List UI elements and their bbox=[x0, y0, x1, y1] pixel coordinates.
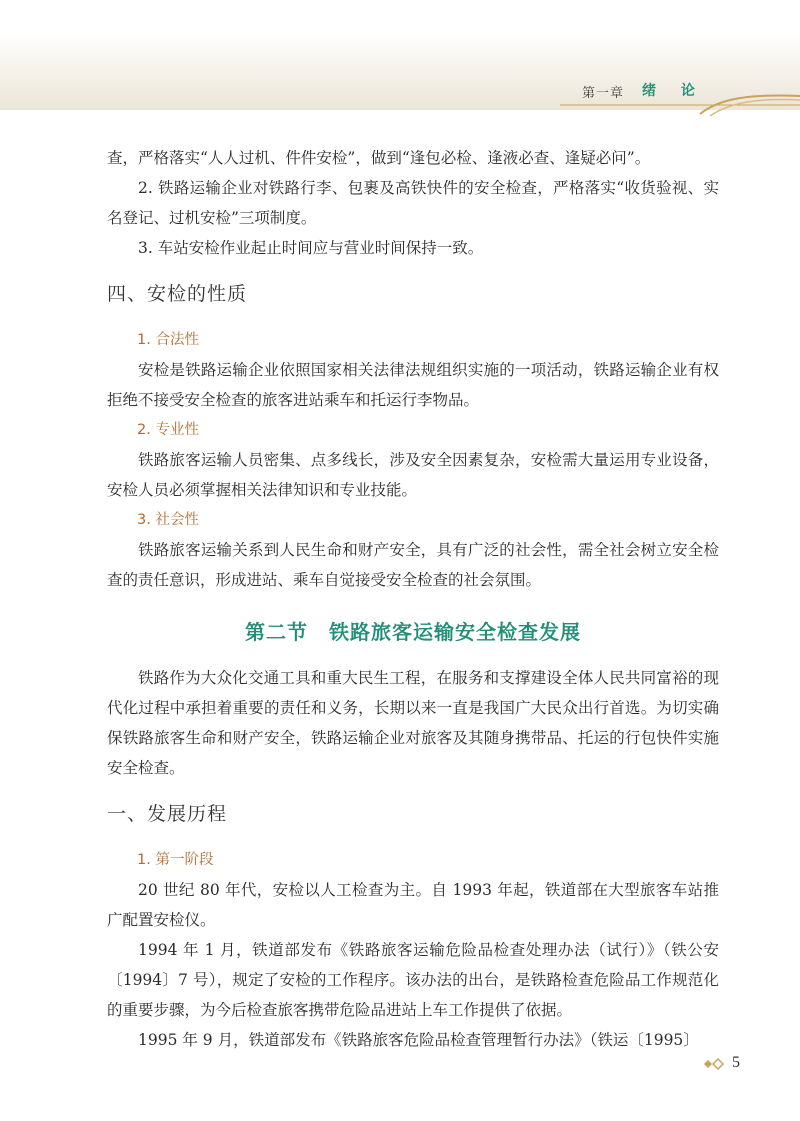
paragraph-item-3: 3. 车站安检作业起止时间应与营业时间保持一致。 bbox=[138, 239, 484, 257]
subheading-stage-1: 1. 第一阶段 bbox=[137, 852, 214, 868]
paragraph-professional: 铁路旅客运输人员密集、点多线长，涉及安全因素复杂，安检需大量运用专业设备，安检人员必须掌握相关法律知识和专业技能。 bbox=[107, 451, 719, 499]
page-number-ornament bbox=[700, 1057, 726, 1071]
heading-nature: 四、安检的性质 bbox=[107, 283, 248, 305]
paragraph-social: 铁路旅客运输关系到人民生命和财产安全，具有广泛的社会性，需全社会树立安全检查的责任意识，形成进站、乘车自觉接受安全检查的社会氛围。 bbox=[107, 541, 719, 589]
subheading-professional: 2. 专业性 bbox=[137, 422, 199, 438]
subheading-legality: 1. 合法性 bbox=[137, 332, 199, 348]
paragraph-stage-1c: 1995 年 9 月，铁道部发布《铁路旅客危险品检查管理暂行办法》（铁运〔1995〕 bbox=[138, 1031, 699, 1049]
paragraph-stage-1b: 1994 年 1 月，铁道部发布《铁路旅客运输危险品检查处理办法（试行）》（铁公安〔1994〕7 号），规定了安检的工作程序。该办法的出台，是铁路检查危险品工作规范化的重要步骤，为今后检查旅客携带危险品进站上车工作提供了依据。 bbox=[107, 941, 719, 1019]
heading-history: 一、发展历程 bbox=[107, 803, 228, 825]
subheading-social: 3. 社会性 bbox=[137, 512, 199, 528]
chapter-label: 第一章 bbox=[582, 86, 625, 101]
paragraph-item-2: 2. 铁路运输企业对铁路行李、包裹及高铁快件的安全检查，严格落实“收货验视、实名登记、过机安检”三项制度。 bbox=[107, 179, 719, 227]
paragraph-continuation: 查，严格落实“人人过机、件件安检”，做到“逢包必检、逢液必查、逢疑必问”。 bbox=[107, 149, 651, 167]
chapter-title: 绪 论 bbox=[642, 83, 705, 99]
paragraph-stage-1a: 20 世纪 80 年代，安检以人工检查为主。自 1993 年起，铁道部在大型旅客车站推广配置安检仪。 bbox=[107, 881, 719, 929]
section-title: 第二节 铁路旅客运输安全检查发展 bbox=[245, 620, 581, 644]
page-number: 5 bbox=[732, 1054, 740, 1071]
paragraph-intro: 铁路作为大众化交通工具和重大民生工程，在服务和支撑建设全体人民共同富裕的现代化过程中承担着重要的责任和义务，长期以来一直是我国广大民众出行首选。为切实确保铁路旅客生命和财产安全，铁路运输企业对旅客及其随身携带品、托运的行包快件实施安全检查。 bbox=[107, 669, 719, 777]
paragraph-legality: 安检是铁路运输企业依照国家相关法律法规组织实施的一项活动，铁路运输企业有权拒绝不接受安全检查的旅客进站乘车和托运行李物品。 bbox=[107, 361, 719, 409]
page-content bbox=[107, 143, 719, 1055]
header-swoosh-decoration bbox=[560, 88, 800, 118]
